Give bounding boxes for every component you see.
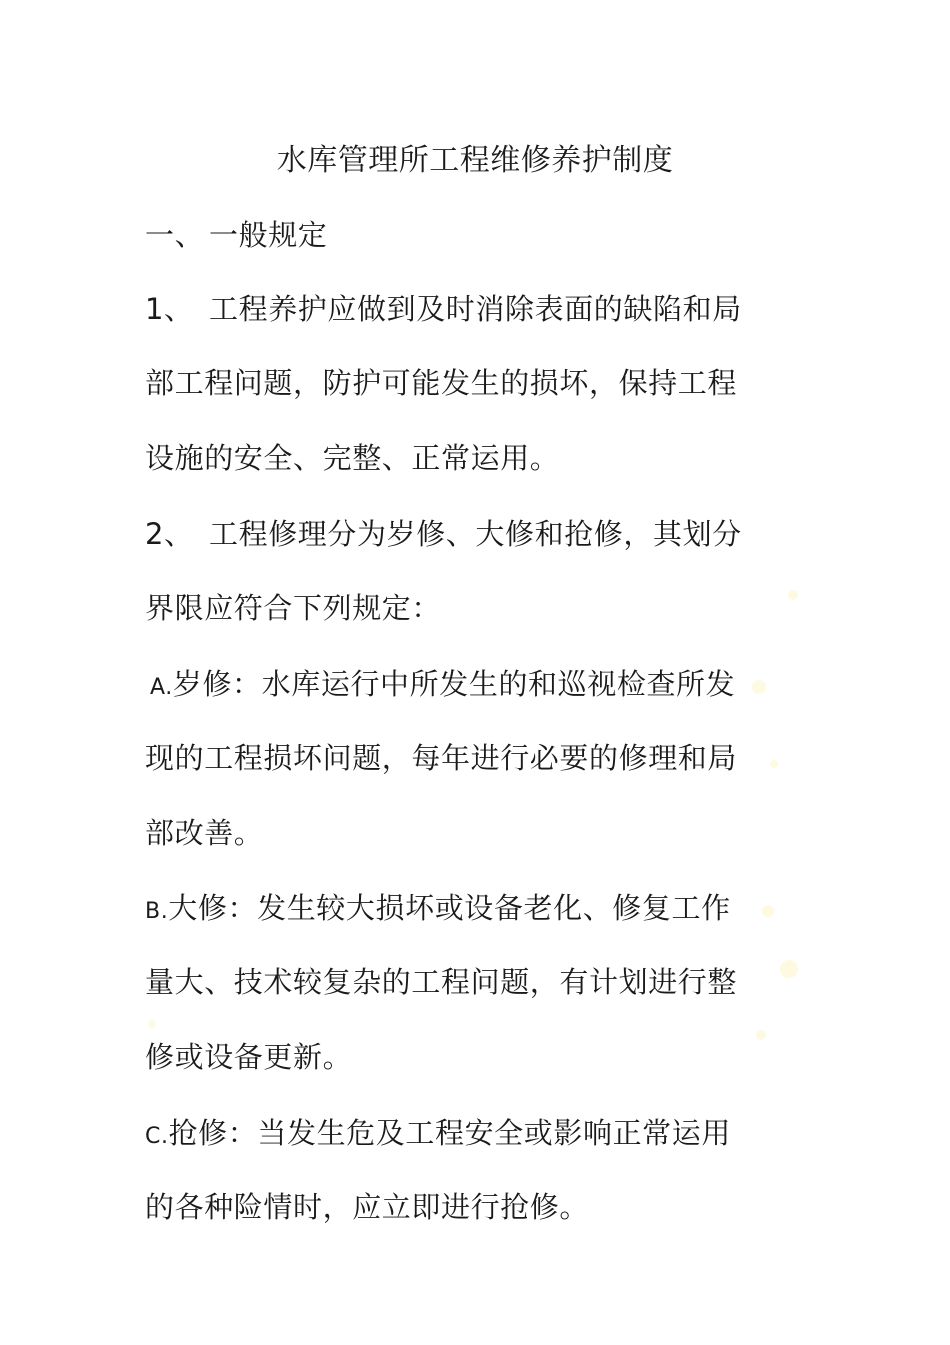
item-2-line-1 [145, 513, 742, 555]
scan-speckle [752, 680, 766, 694]
item-1-line-1 [145, 288, 742, 330]
document-title: 水库管理所工程维修养护制度 [276, 143, 674, 178]
item-c-text: 抢修：当发生危及工程安全或影响正常运用 [168, 1116, 731, 1150]
item-a-label: A. [150, 675, 173, 700]
item-a-line-3: 部改善。 [145, 816, 264, 850]
scan-speckle [756, 1030, 766, 1040]
item-a-text: 岁修：水库运行中所发生的和巡视检查所发 [172, 667, 736, 701]
section-number: 一、 [145, 218, 205, 252]
item-a-line-1 [150, 663, 735, 709]
item-1-text: 工程养护应做到及时消除表面的缺陷和局 [209, 292, 742, 326]
item-b-line-3: 修或设备更新。 [145, 1040, 353, 1074]
scan-speckle [780, 960, 798, 978]
item-1-line-2: 部工程问题，防护可能发生的损坏，保持工程 [145, 366, 738, 400]
scan-speckle [762, 905, 774, 917]
scan-speckle [148, 1020, 156, 1028]
item-2-text: 工程修理分为岁修、大修和抢修，其划分 [209, 517, 742, 551]
item-2-line-2: 界限应符合下列规定： [145, 591, 442, 625]
item-c-line-1 [145, 1112, 731, 1158]
item-b-label: B. [145, 899, 169, 924]
item-1-line-3: 设施的安全、完整、正常运用。 [145, 441, 560, 475]
section-heading [145, 214, 327, 256]
scan-speckle [788, 590, 798, 600]
item-c-label: C. [145, 1124, 169, 1149]
section-heading-text: 一般规定 [209, 218, 328, 252]
item-b-line-1 [145, 887, 731, 933]
item-b-text: 大修：发生较大损坏或设备老化、修复工作 [168, 891, 731, 925]
item-a-line-2: 现的工程损坏问题，每年进行必要的修理和局 [145, 741, 738, 775]
item-c-line-2: 的各种险情时，应立即进行抢修。 [145, 1190, 590, 1224]
item-b-line-2: 量大、技术较复杂的工程问题，有计划进行整 [145, 965, 738, 999]
scan-speckle [770, 760, 778, 768]
item-2-number: 2、 [145, 517, 194, 551]
item-1-number: 1、 [145, 292, 194, 326]
